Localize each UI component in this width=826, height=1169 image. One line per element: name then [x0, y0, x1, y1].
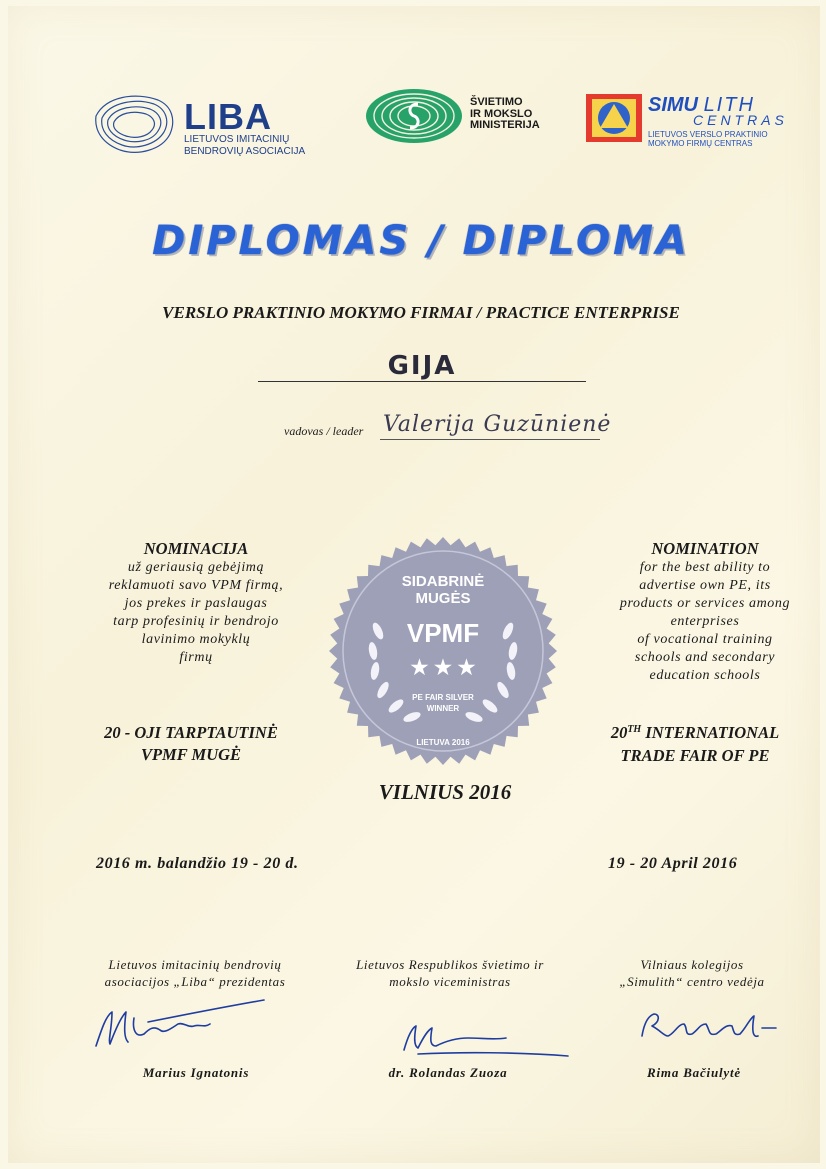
- nomination-en-line: of vocational training: [637, 632, 773, 647]
- nomination-en-line: education schools: [649, 668, 761, 683]
- ministry-line3: MINISTERIJA: [470, 119, 540, 131]
- signatory-role-2: [330, 956, 570, 990]
- fair-lt-line1: 20 - OJI TARPTAUTINĖ: [104, 723, 278, 742]
- fair-en-line1: [586, 718, 804, 744]
- nomination-en-line: products or services among: [619, 596, 791, 611]
- fair-lt: [68, 722, 314, 766]
- signatory-role-line: asociacijos „Liba“ prezidentas: [104, 974, 286, 989]
- ministry-name: [470, 97, 540, 132]
- badge-line4: PE FAIR SILVER: [412, 693, 474, 702]
- signatory-role-line: Vilniaus kolegijos: [640, 957, 744, 972]
- signatory-name-1: Marius Ignatonis: [142, 1065, 250, 1080]
- nomination-lt-line: firmų: [179, 650, 213, 665]
- ministry-line2: IR MOKSLO: [470, 107, 533, 120]
- signatory-role-line: Lietuvos Respublikos švietimo ir: [356, 957, 544, 972]
- signatory-name-2: dr. Rolandas Zuoza: [388, 1065, 508, 1080]
- leader-label: vadovas / leader: [284, 424, 364, 438]
- fair-en-line2: TRADE FAIR OF PE: [620, 746, 770, 765]
- ministry-line1: ŠVIETIMO: [470, 96, 523, 108]
- badge-stars: ★ ★ ★: [410, 657, 476, 679]
- simulith-simu: SIMU: [648, 94, 698, 116]
- signatory-role-line: Lietuvos imitacinių bendrovių: [108, 957, 282, 972]
- badge-line6: LIETUVA 2016: [416, 738, 470, 747]
- fair-en-num: 20: [610, 723, 628, 742]
- signature-3: [634, 1006, 784, 1048]
- fair-en-sup: TH: [627, 724, 642, 735]
- signatory-role-1: [82, 956, 308, 990]
- nomination-en: [594, 540, 816, 685]
- nomination-en-heading: NOMINATION: [651, 539, 759, 558]
- date-lt: 2016 m. balandžio 19 - 20 d.: [96, 855, 299, 872]
- leader-name: Valerija Guzūnienė: [383, 412, 612, 437]
- nomination-en-line: for the best ability to: [639, 560, 771, 575]
- company-underline: [258, 381, 586, 382]
- badge-seal-shape: [329, 537, 557, 765]
- nomination-lt-line: jos prekes ir paslaugas: [124, 596, 268, 611]
- signatory-role-line: „Simulith“ centro vedėja: [619, 974, 765, 989]
- simulith-subtitle: [648, 130, 768, 148]
- nomination-lt-line: už geriausią gebėjimą: [127, 560, 265, 575]
- simulith-sub-line1: LIETUVOS VERSLO PRAKTINIO: [648, 130, 768, 139]
- liba-subtitle: [184, 134, 305, 158]
- badge-line2: MUGĖS: [415, 590, 471, 607]
- liba-logo-icon: [92, 90, 178, 160]
- date-en: 19 - 20 April 2016: [608, 855, 738, 872]
- diploma-subtitle: VERSLO PRAKTINIO MOKYMO FIRMAI / PRACTICE ENTERPRISE: [162, 303, 680, 322]
- ministry-emblem-icon: [364, 88, 464, 144]
- nomination-lt-heading: NOMINACIJA: [143, 539, 249, 558]
- leader-underline: [380, 439, 600, 440]
- signatory-role-line: mokslo viceministras: [389, 974, 511, 989]
- liba-subtitle-line1: LIETUVOS IMITACINIŲ: [184, 134, 290, 145]
- fair-en: [586, 718, 804, 767]
- badge-line5: WINNER: [426, 704, 460, 713]
- nomination-lt: [78, 540, 314, 667]
- diploma-title: DIPLOMAS / DIPLOMA: [152, 218, 690, 264]
- nomination-en-line: enterprises: [670, 614, 740, 629]
- signature-2: [398, 1014, 578, 1062]
- liba-name: LIBA: [184, 96, 272, 137]
- nomination-lt-line: reklamuoti savo VPM firmą,: [108, 578, 284, 593]
- signature-1: [88, 998, 288, 1058]
- city-year: VILNIUS 2016: [378, 780, 512, 804]
- signatory-name-3: Rima Bačiulytė: [647, 1065, 741, 1080]
- simulith-sub-line2: MOKYMO FIRMŲ CENTRAS: [648, 139, 753, 148]
- simulith-lith: LITH: [703, 94, 755, 116]
- simulith-centras: CENTRAS: [693, 112, 788, 128]
- diploma-page: [8, 6, 820, 1163]
- badge-line3: VPMF: [406, 618, 480, 648]
- badge-line1: SIDABRINĖ: [401, 573, 485, 590]
- nomination-en-line: advertise own PE, its: [639, 578, 771, 593]
- liba-subtitle-line2: BENDROVIŲ ASOCIACIJA: [184, 146, 306, 157]
- signatory-role-3: [592, 956, 792, 990]
- fair-lt-line2: VPMF MUGĖ: [140, 745, 242, 764]
- simulith-logo-icon: [584, 92, 644, 144]
- nomination-lt-line: lavinimo mokyklų: [141, 632, 251, 647]
- silver-winner-badge: [328, 536, 558, 766]
- nomination-lt-line: tarp profesinių ir bendrojo: [113, 614, 279, 629]
- nomination-en-line: schools and secondary: [634, 650, 776, 665]
- fair-en-line1-rest: INTERNATIONAL: [641, 723, 780, 742]
- company-name: GIJA: [387, 351, 457, 381]
